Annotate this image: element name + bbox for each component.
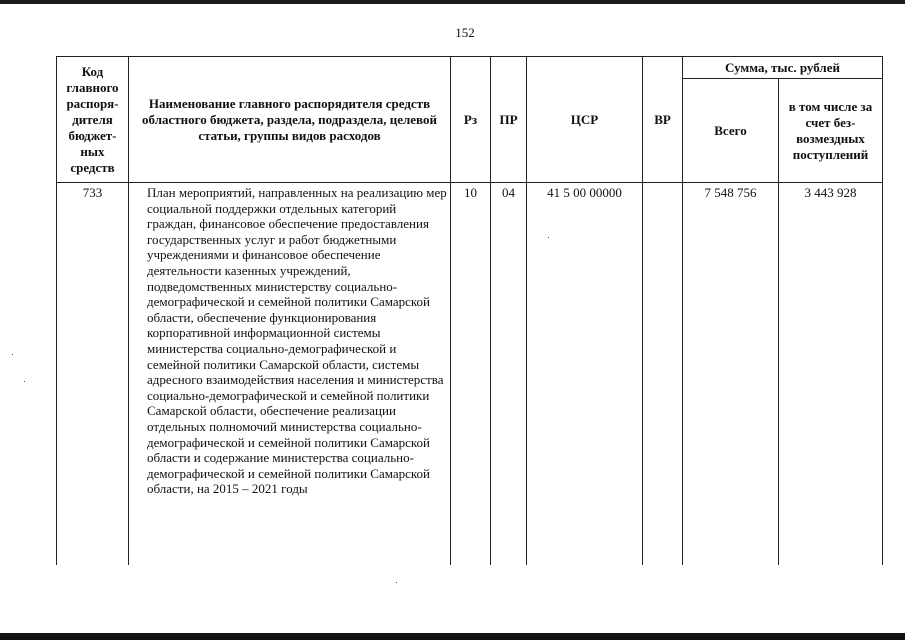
scan-speck [24, 381, 25, 382]
page-number: 152 [455, 25, 475, 40]
row-total: 7 548 756 [683, 183, 779, 566]
header-pr: ПР [491, 57, 527, 183]
bottom-border-line [0, 633, 905, 640]
table-row [57, 183, 883, 566]
scan-speck [548, 237, 549, 238]
header-rz: Рз [451, 57, 491, 183]
row-rz: 10 [451, 183, 491, 566]
header-csr: ЦСР [527, 57, 643, 183]
budget-table [56, 56, 883, 565]
row-csr: 41 5 00 00000 [527, 183, 643, 566]
row-grants: 3 443 928 [779, 183, 883, 566]
header-sum: Сумма, тыс. рублей [683, 57, 883, 79]
top-border-line [0, 0, 905, 4]
row-pr: 04 [491, 183, 527, 566]
scan-speck [12, 354, 13, 355]
scan-speck [396, 582, 397, 583]
row-code: 733 [57, 183, 129, 566]
header-grants: в том числе за счет без-возмездных поступлений [779, 79, 883, 183]
row-vr [643, 183, 683, 566]
header-total: Всего [683, 79, 779, 183]
row-name: План мероприятий, направленных на реализацию мер социальной поддержки отдельных категорий граждан, финансовое обеспечение предоставления государственных услуг и работ бюджетными учреждениями и финансовое обеспечение деятельности казенных учреждений, подведомственных министерству социально-демографической и семейной политики Самарской области, обеспечение функционирования корпоративной информационной системы министерства социально-демографической и семейной политики Самарской области, системы адресного взаимодействия населения и министерства социально-демографической и семейной политики Самарской области, обеспечение реализации отдельных полномочий министерства социально-демографической и семейной политики Самарской области и содержание министерства социально-демографической и семейной политики Самарской области, на 2015 – 2021 годы [129, 183, 451, 566]
header-code: Код главного распоря-дителя бюджет-ных средств [57, 57, 129, 183]
header-name: Наименование главного распорядителя средств областного бюджета, раздела, подраздела, целевой статьи, группы видов расходов [129, 57, 451, 183]
header-vr: ВР [643, 57, 683, 183]
